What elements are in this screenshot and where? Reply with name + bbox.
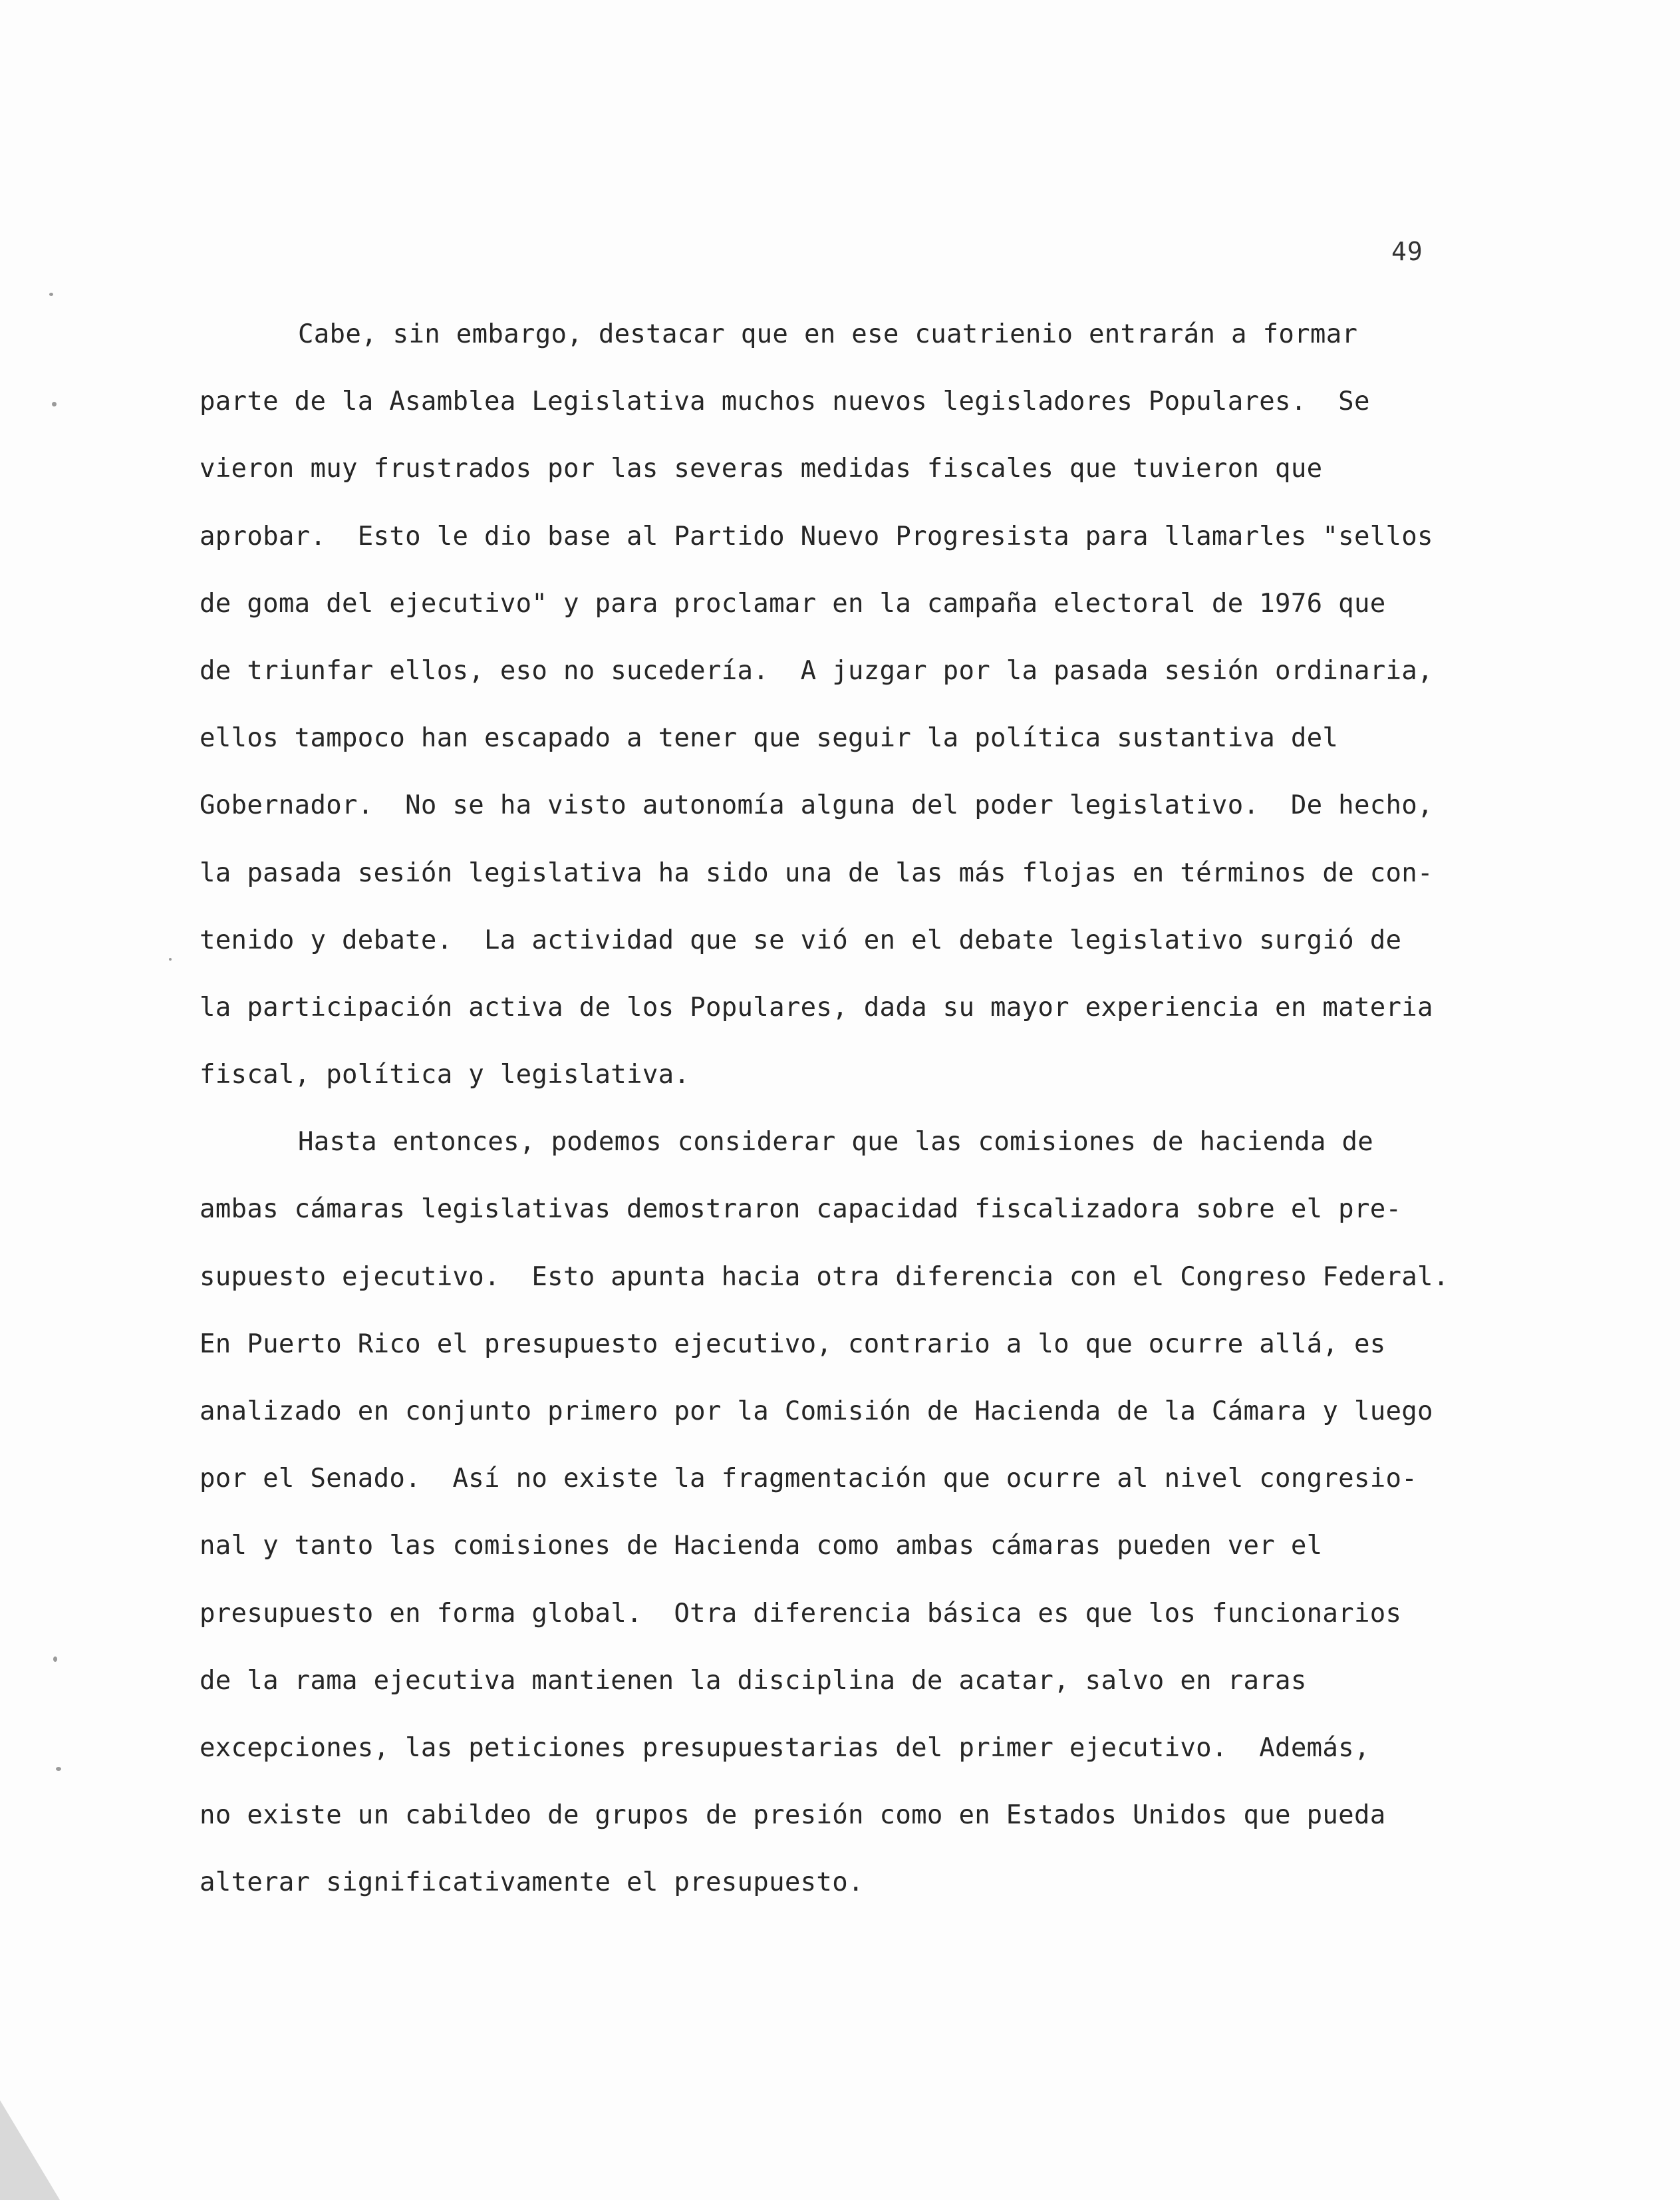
text-line: presupuesto en forma global. Otra diferencia básica es que los funcionarios [200, 1598, 1402, 1629]
margin-speck [56, 1767, 61, 1771]
text-line: En Puerto Rico el presupuesto ejecutivo, contrario a lo que ocurre allá, es [200, 1329, 1386, 1359]
text-line: de la rama ejecutiva mantienen la disciplina de acatar, salvo en raras [200, 1665, 1307, 1696]
body-text [200, 301, 1503, 1917]
paragraph [200, 301, 1503, 1108]
text-line: nal y tanto las comisiones de Hacienda como ambas cámaras pueden ver el [200, 1531, 1323, 1561]
text-line: la pasada sesión legislativa ha sido una de las más flojas en términos de con- [200, 858, 1433, 888]
text-line: de goma del ejecutivo" y para proclamar en la campaña electoral de 1976 que [200, 588, 1386, 619]
text-line: la participación activa de los Populares, dada su mayor experiencia en materia [200, 992, 1433, 1022]
text-line: vieron muy frustrados por las severas medidas fiscales que tuvieron que [200, 454, 1323, 484]
text-line: analizado en conjunto primero por la Comisión de Hacienda de la Cámara y luego [200, 1396, 1433, 1426]
text-line: Hasta entonces, podemos considerar que las comisiones de hacienda de [298, 1127, 1374, 1158]
page-number: 49 [1391, 237, 1423, 266]
margin-speck [169, 958, 172, 961]
text-line: ellos tampoco han escapado a tener que seguir la política sustantiva del [200, 723, 1339, 754]
margin-speck [49, 293, 53, 296]
text-line: fiscal, política y legislativa. [200, 1060, 690, 1090]
text-line: ambas cámaras legislativas demostraron capacidad fiscalizadora sobre el pre- [200, 1194, 1402, 1225]
text-line: supuesto ejecutivo. Esto apunta hacia otra diferencia con el Congreso Federal. [200, 1261, 1449, 1292]
paragraph [200, 1108, 1503, 1916]
text-line: alterar significativamente el presupuesto. [200, 1867, 864, 1898]
text-line: de triunfar ellos, eso no sucedería. A juzgar por la pasada sesión ordinaria, [200, 655, 1433, 686]
text-line: excepciones, las peticiones presupuestarias del primer ejecutivo. Además, [200, 1732, 1370, 1763]
text-line: Gobernador. No se ha visto autonomía alguna del poder legislativo. De hecho, [200, 790, 1433, 821]
text-line: por el Senado. Así no existe la fragmentación que ocurre al nivel congresio- [200, 1464, 1418, 1494]
margin-speck [53, 1656, 57, 1662]
text-line: Cabe, sin embargo, destacar que en ese cuatrienio entrarán a formar [298, 319, 1358, 349]
text-line: tenido y debate. La actividad que se vió en el debate legislativo surgió de [200, 925, 1402, 955]
margin-speck [52, 402, 57, 406]
text-line: no existe un cabildeo de grupos de presión como en Estados Unidos que pueda [200, 1800, 1386, 1831]
text-line: parte de la Asamblea Legislativa muchos nuevos legisladores Populares. Se [200, 387, 1370, 417]
page-corner-shadow [0, 2100, 60, 2200]
text-line: aprobar. Esto le dio base al Partido Nuevo Progresista para llamarles "sellos [200, 521, 1433, 551]
